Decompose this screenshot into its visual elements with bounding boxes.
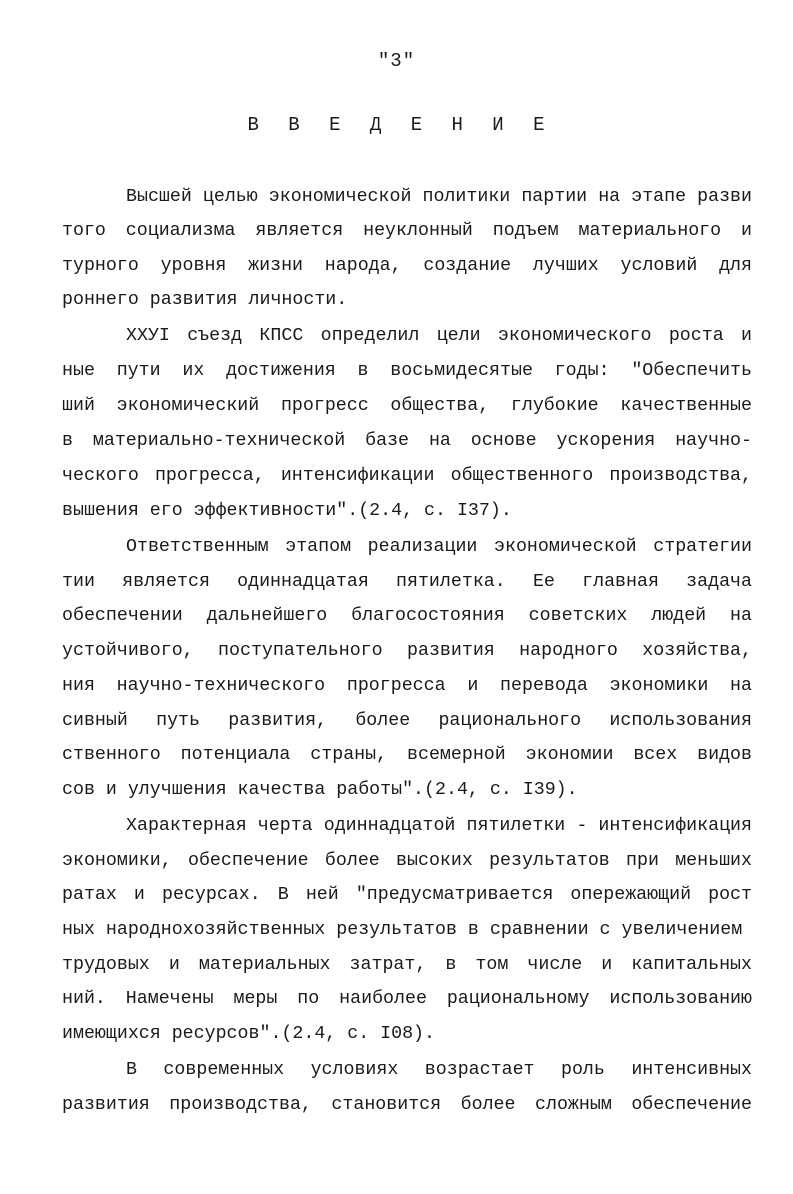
text-line: ния научно-технического прогресса и перевода экономики на xyxy=(62,676,752,696)
section-title: В В Е Д Е Н И Е xyxy=(247,114,554,136)
text-line: трудовых и материальных затрат, в том числе и капитальных xyxy=(62,955,752,975)
text-line: вышения его эффективности".(2.4, с. I37). xyxy=(62,501,512,521)
text-line: ных народнохозяйственных результатов в сравнении с увеличением xyxy=(62,920,743,940)
text-line: экономики, обеспечение более высоких результатов при меньших xyxy=(62,851,752,871)
text-line: турного уровня жизни народа, создание лучших условий для xyxy=(62,256,752,276)
text-line: устойчивого, поступательного развития народного хозяйства, xyxy=(62,641,752,661)
text-line: того социализма является неуклонный подъем материального и xyxy=(62,221,752,241)
text-line: Высшей целью экономической политики партии на этапе разви xyxy=(126,187,752,207)
text-line: обеспечении дальнейшего благосостояния советских людей на xyxy=(62,606,752,626)
text-line: тии является одиннадцатая пятилетка. Ее главная задача xyxy=(62,572,752,592)
text-line: ний. Намечены меры по наиболее рациональному использованию xyxy=(62,989,752,1009)
text-line: В современных условиях возрастает роль интенсивных xyxy=(126,1060,752,1080)
text-line: ратах и ресурсах. В ней "предусматривается опережающий рост xyxy=(62,885,752,905)
page-number: "3" xyxy=(377,50,416,72)
text-line: ший экономический прогресс общества, глубокие качественные xyxy=(62,396,752,416)
text-line: Характерная черта одиннадцатой пятилетки - интенсификация xyxy=(126,816,752,836)
text-line: ные пути их достижения в восьмидесятые годы: "Обеспечить xyxy=(62,361,752,381)
text-line: ХХУI съезд КПСС определил цели экономического роста и xyxy=(126,326,752,346)
text-line: сивный путь развития, более рационального использования xyxy=(62,711,752,731)
text-line: ческого прогресса, интенсификации общественного производства, xyxy=(62,466,752,486)
text-line: в материально-технической базе на основе ускорения научно- xyxy=(62,431,752,451)
text-line: развития производства, становится более сложным обеспечение xyxy=(62,1095,752,1115)
text-line: ственного потенциала страны, всемерной экономии всех видов xyxy=(62,745,752,765)
text-line: сов и улучшения качества работы".(2.4, с. I39). xyxy=(62,780,578,800)
text-line: роннего развития личности. xyxy=(62,290,348,310)
text-line: Ответственным этапом реализации экономической стратегии xyxy=(126,537,752,557)
text-line: имеющихся ресурсов".(2.4, с. I08). xyxy=(62,1024,435,1044)
